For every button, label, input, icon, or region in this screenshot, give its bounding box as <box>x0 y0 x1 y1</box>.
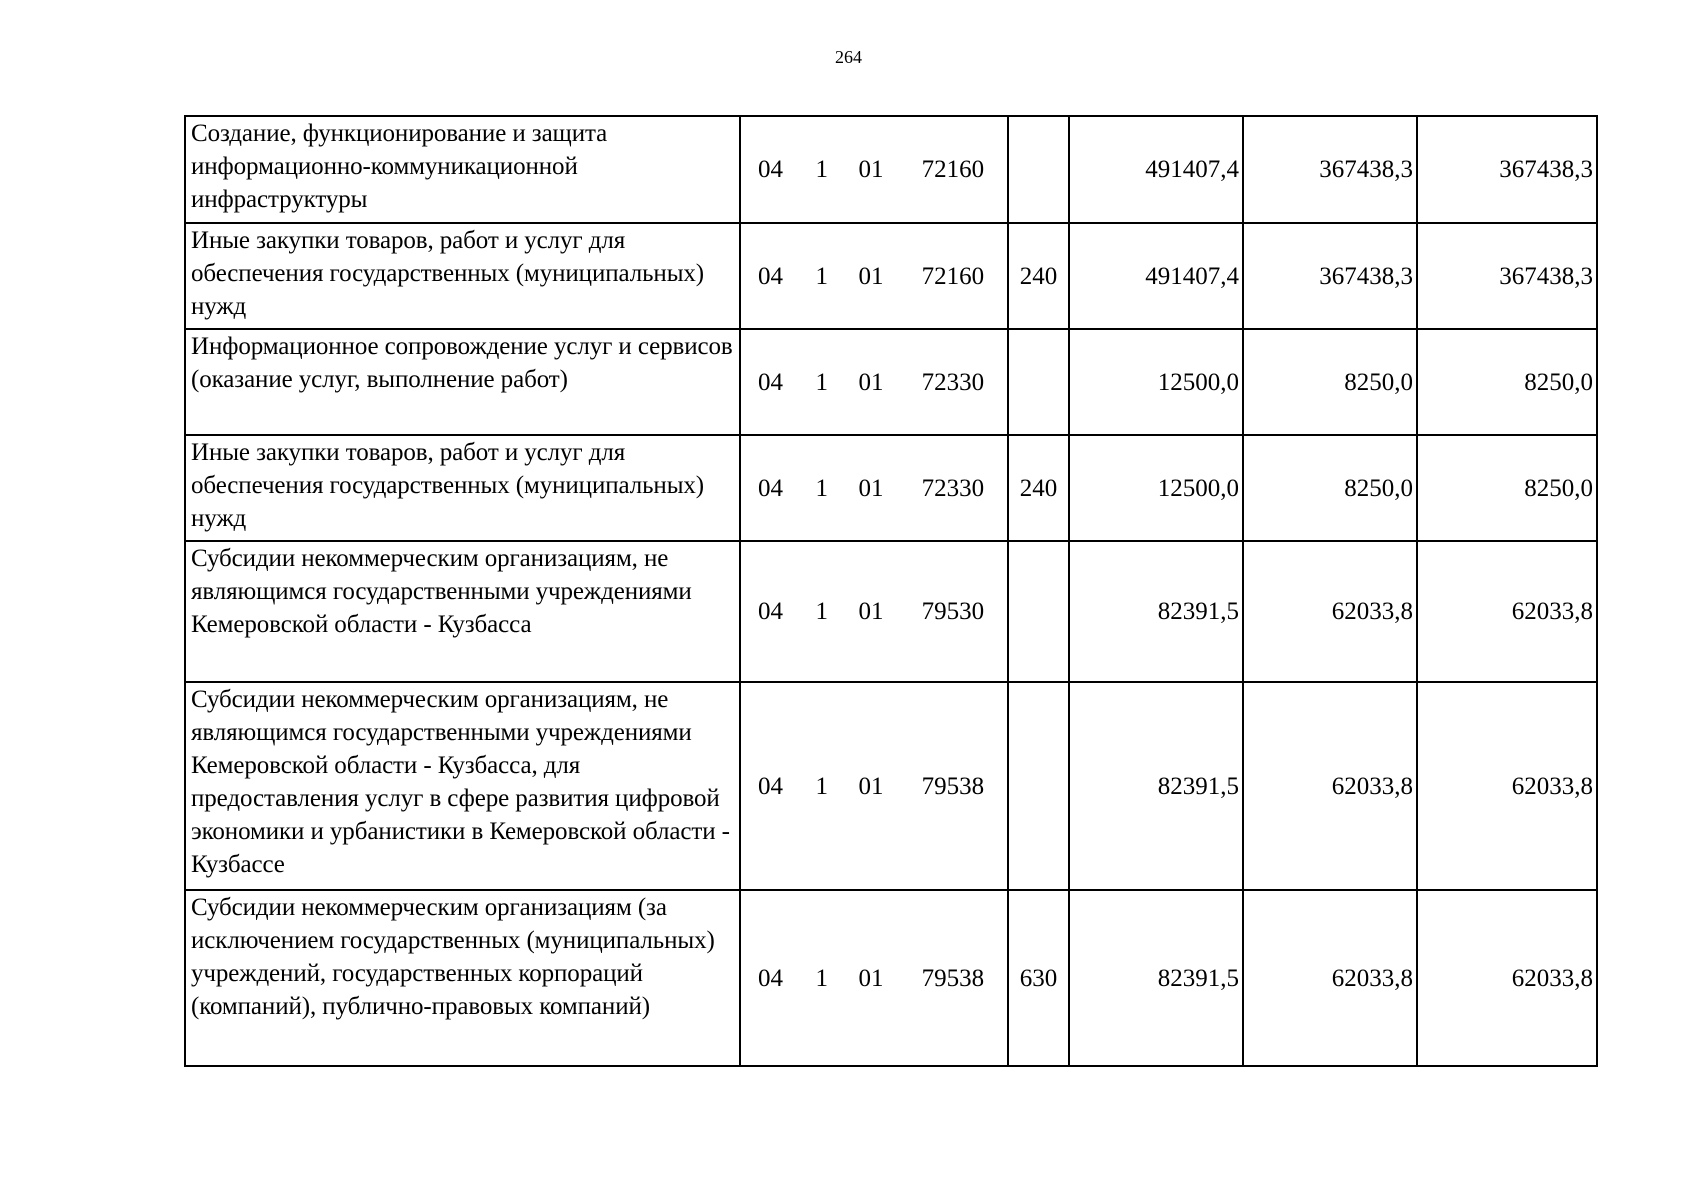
amount-year1-cell: 82391,5 <box>1069 890 1243 1066</box>
amount-year3-cell: 62033,8 <box>1417 541 1597 682</box>
table-row <box>185 435 1597 541</box>
row-name-cell: Иные закупки товаров, работ и услуг для обеспечения государственных (муниципальных) нужд <box>185 435 740 541</box>
program-code: 1 <box>815 262 829 290</box>
amount-year1-cell: 12500,0 <box>1069 329 1243 435</box>
amount-year1-cell: 491407,4 <box>1069 223 1243 329</box>
table-row <box>185 116 1597 223</box>
amount-year2-cell: 62033,8 <box>1243 682 1417 890</box>
direction-code: 72160 <box>921 156 985 183</box>
direction-code: 72330 <box>921 474 985 502</box>
row-name-cell: Создание, функционирование и защита информационно-коммуникационной инфраструктуры <box>185 116 740 223</box>
table-row <box>185 223 1597 329</box>
section-code: 04 <box>758 964 784 992</box>
amount-year2-cell: 62033,8 <box>1243 890 1417 1066</box>
expense-type-cell <box>1008 682 1069 890</box>
section-code: 04 <box>758 262 784 290</box>
expense-type-cell: 240 <box>1008 223 1069 329</box>
amount-year3-cell: 8250,0 <box>1417 329 1597 435</box>
section-code: 04 <box>758 474 784 502</box>
direction-code: 79530 <box>921 598 985 625</box>
amount-year3-cell: 8250,0 <box>1417 435 1597 541</box>
section-code: 04 <box>758 156 784 183</box>
amount-year3-cell: 62033,8 <box>1417 682 1597 890</box>
program-code: 1 <box>815 772 829 800</box>
amount-year1-cell: 82391,5 <box>1069 682 1243 890</box>
section-code: 04 <box>758 368 784 396</box>
row-name-cell: Субсидии некоммерческим организациям, не являющимся государственными учреждениями Кемеровской области - Кузбасса, для предоставления услуг в сфере развития цифровой экономики и урбанистики в Кемеровской области - Кузбассе <box>185 682 740 890</box>
amount-year3-cell: 62033,8 <box>1417 890 1597 1066</box>
code-cell <box>740 682 1008 890</box>
table-row <box>185 541 1597 682</box>
program-code: 1 <box>815 156 829 183</box>
subprogram-code: 01 <box>858 598 884 625</box>
expense-type-cell <box>1008 329 1069 435</box>
subprogram-code: 01 <box>858 262 884 290</box>
amount-year3-cell: 367438,3 <box>1417 223 1597 329</box>
subprogram-code: 01 <box>858 964 884 992</box>
direction-code: 79538 <box>921 772 985 800</box>
amount-year2-cell: 8250,0 <box>1243 329 1417 435</box>
code-cell <box>740 329 1008 435</box>
row-name-cell: Иные закупки товаров, работ и услуг для обеспечения государственных (муниципальных) нужд <box>185 223 740 329</box>
table-row <box>185 682 1597 890</box>
amount-year2-cell: 367438,3 <box>1243 116 1417 223</box>
amount-year2-cell: 8250,0 <box>1243 435 1417 541</box>
code-cell <box>740 223 1008 329</box>
code-cell <box>740 541 1008 682</box>
amount-year2-cell: 367438,3 <box>1243 223 1417 329</box>
amount-year1-cell: 82391,5 <box>1069 541 1243 682</box>
expense-type-cell <box>1008 541 1069 682</box>
direction-code: 72160 <box>921 262 985 290</box>
code-cell <box>740 890 1008 1066</box>
direction-code: 79538 <box>921 964 985 992</box>
page-number: 264 <box>835 47 862 67</box>
direction-code: 72330 <box>921 368 985 396</box>
section-code: 04 <box>758 772 784 800</box>
amount-year3-cell: 367438,3 <box>1417 116 1597 223</box>
row-name-cell: Субсидии некоммерческим организациям (за исключением государственных (муниципальных) учреждений, государственных корпораций (компаний), публично-правовых компаний) <box>185 890 740 1066</box>
expense-type-cell: 240 <box>1008 435 1069 541</box>
budget-table <box>184 115 1598 1067</box>
section-code: 04 <box>758 598 784 625</box>
amount-year1-cell: 491407,4 <box>1069 116 1243 223</box>
program-code: 1 <box>815 964 829 992</box>
program-code: 1 <box>815 598 829 625</box>
table-row <box>185 890 1597 1066</box>
amount-year1-cell: 12500,0 <box>1069 435 1243 541</box>
code-cell <box>740 116 1008 223</box>
subprogram-code: 01 <box>858 772 884 800</box>
row-name-cell: Субсидии некоммерческим организациям, не являющимся государственными учреждениями Кемеровской области - Кузбасса <box>185 541 740 682</box>
subprogram-code: 01 <box>858 368 884 396</box>
subprogram-code: 01 <box>858 474 884 502</box>
expense-type-cell <box>1008 116 1069 223</box>
code-cell <box>740 435 1008 541</box>
program-code: 1 <box>815 368 829 396</box>
amount-year2-cell: 62033,8 <box>1243 541 1417 682</box>
subprogram-code: 01 <box>858 156 884 183</box>
row-name-cell: Информационное сопровождение услуг и сервисов (оказание услуг, выполнение работ) <box>185 329 740 435</box>
program-code: 1 <box>815 474 829 502</box>
expense-type-cell: 630 <box>1008 890 1069 1066</box>
table-row <box>185 329 1597 435</box>
